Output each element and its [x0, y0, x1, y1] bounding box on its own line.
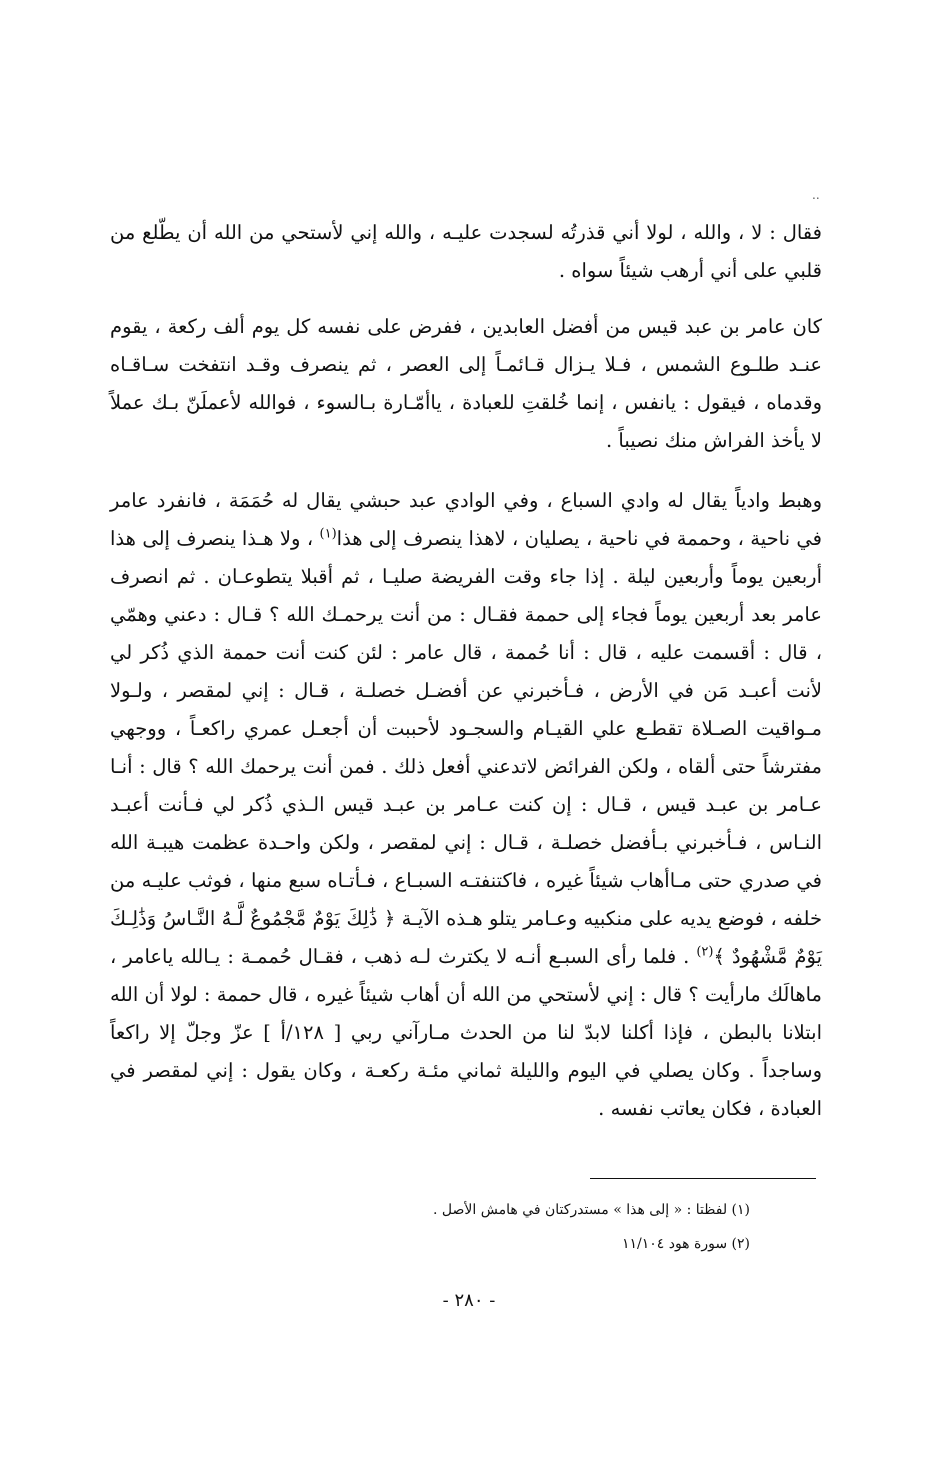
- footnote-2: (٢) سورة هود ١١/١٠٤: [621, 1236, 750, 1252]
- footnote-1: (١) لفظتا : « إلى هذا » مستدركتان في هامش الأصل .: [433, 1202, 750, 1218]
- footnote-ref-1: (١): [319, 526, 337, 542]
- paragraph-1: فقال : لا ، والله ، لولا أني قذرتُه لسجدت عليـه ، والله إني لأستحي من الله أن يطّلع من قلبي على أني أرهب شيئاً سواه .: [110, 221, 822, 282]
- paragraph-3-part-1: وهبط وادياً يقال له وادي السباع ، وفي الوادي عبد حبشي يقال له حُمَمَة ، فانفرد عامر في ناحية ، وحممة في ناحية ، يصليان ، لاهذا ينصرف إلى هذا: [110, 489, 822, 550]
- paragraph-2: كان عامر بن عبد قيس من أفضل العابدين ، ففرض على نفسه كل يوم ألف ركعة ، يقوم عنـد طلـوع الشمس ، فـلا يـزال قـائمـاً إلى العصر ، ثم ينصرف وقـد انتفخت سـاقـاه وقدماه ، فيقول : يانفس ، إنما خُلقتِ للعبادة ، ياأمّـارة بـالسوء ، فوالله لأعملَنّ بـك عملاً لا يأخذ الفراش منك نصيباً .: [110, 315, 822, 452]
- footnote-divider: [590, 1178, 816, 1179]
- paragraph-3-part-3: . فلما رأى السبـع أنـه لا يكترث لـه ذهب ، فقـال حُممـة : يـالله ياعامر ، ماهالَك مارأيت ؟ قال : إني لأستحي من الله أن أهاب شيئاً غيره ، قال حممة : لولا أن الله ابتلانا بالبطن ، فإذا أكلنا لابدّ لنا من الحدث مـارآني ربي [ ١٢٨/أ ] عزّ وجلّ إلا راكعاً وساجداً . وكان يصلي في اليوم والليلة ثماني مئـة ركعـة ، وكان يقول : إني لمقصر في العبادة ، فكان يعاتب نفسه .: [110, 945, 822, 1120]
- paragraph-3: [110, 482, 822, 1128]
- footnotes: [420, 1193, 750, 1261]
- page-number: - ٢٨٠ -: [442, 1290, 496, 1311]
- paragraph-3-part-2: ، ولا هـذا ينصرف إلى هذا أربعين يوماً وأربعين ليلة . إذا جاء وقت الفريضة صليـا ، ثم أقبلا يتطوعـان . ثم انصرف عامر بعد أربعين يوماً فجاء إلى حممة فقـال : من أنت يرحمـك الله ؟ قـال : دعني وهمّي ، قال : أقسمت عليه ، قال : أنا حُممة ، قال عامر : لئن كنت أنت حممة الذي ذُكر لي لأنت أعبـد مَن في الأرض ، فـأخبرني عن أفضـل خصلـة ، قـال : إني لمقصر ، ولـولا مـواقيت الصـلاة تقطـع علي القيـام والسجـود لأحببت أن أجعـل عمري راكعـاً ، ووجهي مفترشاً حتى ألقاه ، ولكن الفرائض لاتدعني أفعل ذلك . فمن أنت يرحمك الله ؟ قال : أنـا عـامر بن عبـد قيس ، قـال : إن كنت عـامر بن عبـد قيس الـذي ذُكر لي فـأنت أعبـد النـاس ، فـأخبرني بـأفضل خصلـة ، قـال : إني لمقصر ، ولكن واحـدة عظمت هيبـة الله في صدري حتى مـاأهاب شيئاً غيره ، فاكتنفتـه السبـاع ، فـأتـاه سبع منها ، فوثب عليـه من خلفه ، فوضع يديه على منكبيه وعـامر يتلو هـذه الآيـة ﴿ ذَٰلِكَ يَوْمٌ مَّجْمُوعٌ لَّـهُ النَّـاسُ وَذَٰلِـكَ يَوْمٌ مَّشْهُودٌ ﴾: [110, 527, 823, 968]
- footnote-ref-2: (٢): [696, 944, 714, 960]
- corner-mark: ..: [812, 188, 820, 202]
